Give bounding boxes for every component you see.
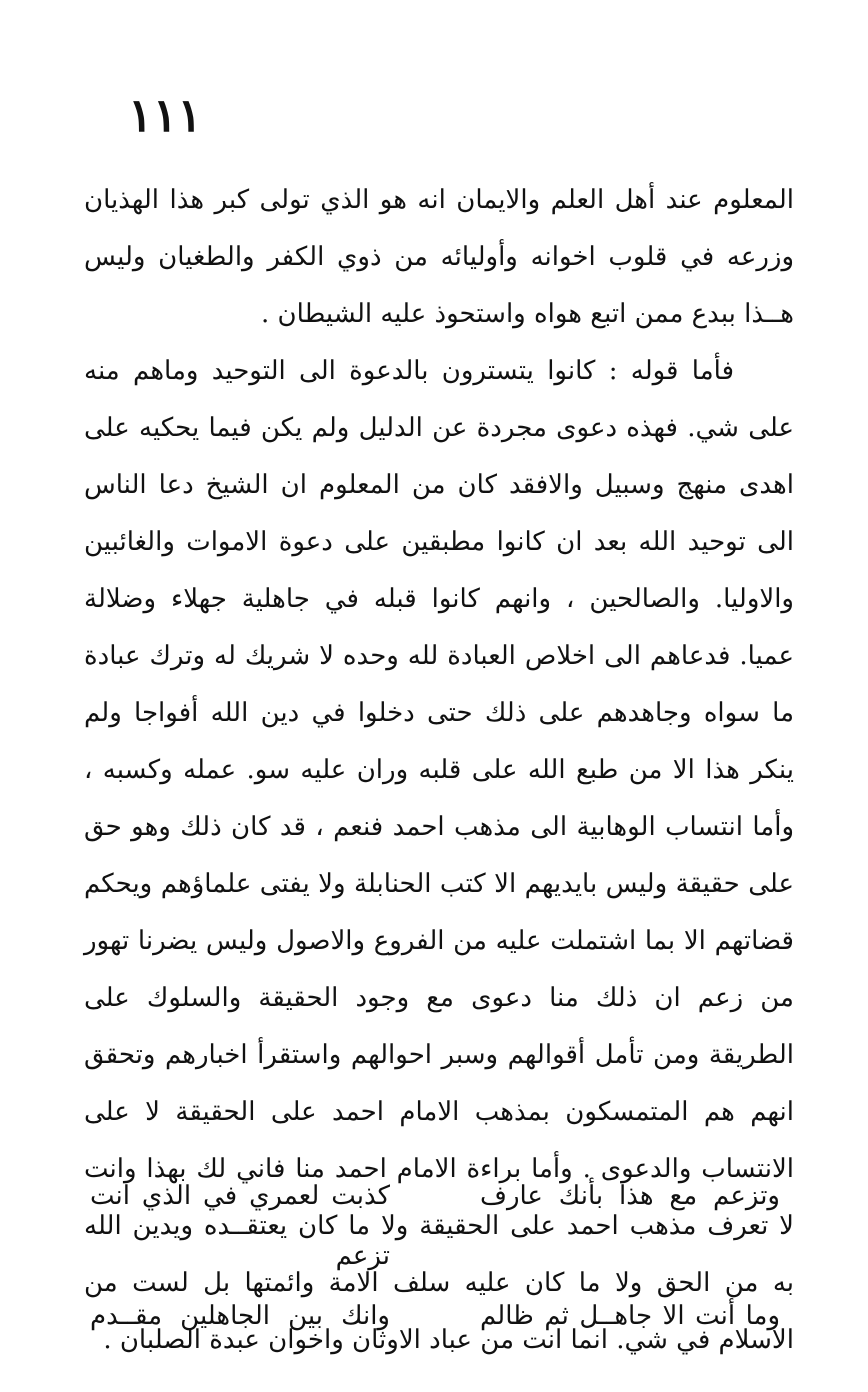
paragraph-1: المعلوم عند أهل العلم والايمان انه هو الذي تولى كبر هذا الهذيان وزرعه في قلوب اخوانه وأوليائه من ذوي الكفر والطغيان وليس هــذا ببدع ممن اتبع هواه واستحوذ عليه الشيطان . — [84, 185, 794, 329]
poem-verses — [90, 1166, 780, 1346]
verse-line-1 — [90, 1166, 780, 1286]
verse-2-first-hemistich: وما أنت الا جاهــل ثم ظالم — [480, 1301, 780, 1331]
verse-1-first-hemistich: وتزعم مع هذا بأنك عارف — [480, 1181, 780, 1211]
paragraph-2: فأما قوله : كانوا يتسترون بالدعوة الى التوحيد وماهم منه على شي. فهذه دعوى مجردة عن الدليل ولم يكن فيما يحكيه على اهدى منهج وسبيل والافقد كان من المعلوم ان الشيخ دعا الناس الى توحيد الله بعد ان كانوا مطبقين على دعوة الاموات والغائبين والاوليا. والصالحين ، وانهم كانوا قبله في جاهلية جهلاء وضلالة عميا. فدعاهم الى اخلاص العبادة لله وحده لا شريك له وترك عبادة ما سواه وجاهدهم على ذلك حتى دخلوا في دين الله أفواجا ولم ينكر هذا الا من طبع الله على قلبه وران عليه سو. عمله وكسبه ، وأما انتساب الوهابية الى مذهب احمد فنعم ، قد كان ذلك وهو حق على حقيقة وليس بايديهم الا كتب الحنابلة ولا يفتى علماؤهم ويحكم قضاتهم الا بما اشتملت عليه من الفروع والاصول وليس يضرنا تهور من زعم ان ذلك منا دعوى مع وجود الحقيقة والسلوك على الطريقة ومن تأمل أقوالهم وسبر احوالهم واستقرأ اخبارهم وتحقق انهم هم المتمسكون بمذهب الامام احمد على الحقيقة لا على الانتساب والدعوى . وأما براءة الامام احمد منا فاني لك بهذا وانت لا تعرف مذهب احمد على الحقيقة ولا ما كان يعتقــده ويدين الله به من الحق ولا ما كان عليه سلف الامة وائمتها بل لست من الاسلام في شي. انما انت من عباد الاوثان واخوان عبدة الصلبان . — [84, 356, 794, 1355]
verse-line-2 — [90, 1286, 780, 1346]
page-number: ١١١ — [128, 88, 203, 142]
verse-1-second-hemistich: كذبت لعمري في الذي انت تزعم — [90, 1181, 390, 1271]
verse-2-second-hemistich: وانك بين الجاهلين مقــدم — [90, 1301, 390, 1331]
